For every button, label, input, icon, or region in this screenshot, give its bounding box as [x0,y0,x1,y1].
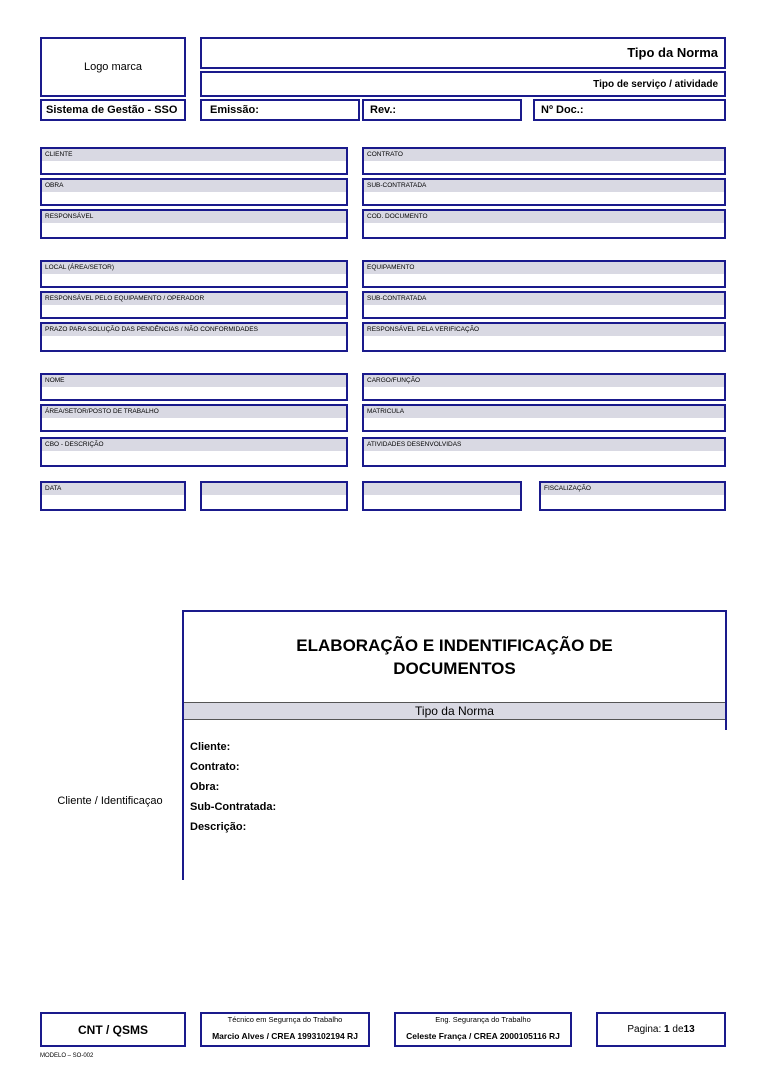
field-atividades[interactable] [362,437,726,467]
service-type-box [200,71,726,97]
footer-model: MODELO – SO-002 [40,1053,94,1059]
system-box [40,99,186,121]
footer-tech-title: Técnico em Segurnça do Trabalho [227,1015,343,1024]
field-obra-label: OBRA [42,180,346,192]
page-total: 13 [683,1024,695,1035]
field-nome-label: NOME [42,375,346,387]
system-label: Sistema de Gestão - SSO [46,104,178,116]
footer-eng-title: Eng. Segurança do Trabalho [435,1015,531,1024]
footer-org-box [40,1012,186,1047]
cover-side-label: Cliente / Identificaçao [57,795,163,807]
field-matricula-label: MATRICULA [364,406,724,418]
page-prefix: Pagina: [627,1024,662,1035]
norm-type-box [200,37,726,69]
field-cliente-label: CLIENTE [42,149,346,161]
cover-title [184,634,725,680]
field-contrato[interactable] [362,147,726,175]
footer-page [598,1024,724,1035]
field-area-posto[interactable] [40,404,348,432]
field-prazo[interactable] [40,322,348,352]
cover-descricao: Descrição: [190,821,247,833]
field-cargo[interactable] [362,373,726,401]
field-obra[interactable] [40,178,348,206]
cover-norm-type: Tipo da Norma [415,704,494,718]
footer-eng-box [394,1012,572,1047]
field-equipamento[interactable] [362,260,726,288]
field-prazo-label: PRAZO PARA SOLUÇÃO DAS PENDÊNCIAS / NÃO CONFORMIDADES [42,324,346,336]
field-data-2[interactable] [200,481,348,511]
field-data-3-label [364,483,520,495]
footer-page-box [596,1012,726,1047]
field-data[interactable] [40,481,186,511]
field-resp-verificacao-label: RESPONSÁVEL PELA VERIFICAÇÃO [364,324,724,336]
cover-cliente: Cliente: [190,741,231,753]
field-resp-verificacao[interactable] [362,322,726,352]
field-cliente[interactable] [40,147,348,175]
revision-label: Rev.: [370,104,397,116]
service-type-text: Tipo de serviço / atividade [593,79,718,90]
field-subcontratada-2-label: SUB-CONTRATADA [364,293,724,305]
field-cod-documento-label: COD. DOCUMENTO [364,211,724,223]
norm-type-title: Tipo da Norma [627,45,718,60]
logo-text: Logo marca [83,61,143,73]
field-cargo-label: CARGO/FUNÇÃO [364,375,724,387]
field-subcontratada-2[interactable] [362,291,726,319]
field-equipamento-label: EQUIPAMENTO [364,262,724,274]
field-cod-documento[interactable] [362,209,726,239]
cover-right-border [725,612,727,730]
cover-norm-type-bar [184,702,725,720]
field-matricula[interactable] [362,404,726,432]
field-subcontratada-1[interactable] [362,178,726,206]
field-atividades-label: ATIVIDADES DESENVOLVIDAS [364,439,724,451]
emission-box [200,99,360,121]
footer-tech-name: Marcio Alves / CREA 1993102194 RJ [212,1031,358,1041]
footer-eng-name: Celeste França / CREA 2000105116 RJ [406,1031,560,1041]
footer-tech-box [200,1012,370,1047]
revision-box [362,99,522,121]
field-data-3[interactable] [362,481,522,511]
footer-org: CNT / QSMS [77,1023,148,1037]
emission-label: Emissão: [210,104,259,116]
cover-title-line1: ELABORAÇÃO E INDENTIFICAÇÃO DE [296,636,613,655]
field-responsavel[interactable] [40,209,348,239]
doc-number-label: Nº Doc.: [541,104,584,116]
cover-contrato: Contrato: [190,761,240,773]
field-nome[interactable] [40,373,348,401]
field-resp-equipamento-label: RESPONSÁVEL PELO EQUIPAMENTO / OPERADOR [42,293,346,305]
field-local[interactable] [40,260,348,288]
field-data-2-label [202,483,346,495]
cover-subcontratada: Sub-Contratada: [190,801,277,813]
field-cbo[interactable] [40,437,348,467]
cover-info-list [190,737,276,837]
field-fiscalizacao[interactable] [539,481,726,511]
page-of: de [672,1024,684,1035]
cover-obra: Obra: [190,781,220,793]
field-cbo-label: CBO - DESCRIÇÃO [42,439,346,451]
field-local-label: LOCAL (ÁREA/SETOR) [42,262,346,274]
cover-top-border [182,610,727,612]
field-subcontratada-1-label: SUB-CONTRATADA [364,180,724,192]
field-contrato-label: CONTRATO [364,149,724,161]
field-fiscalizacao-label: FISCALIZAÇÃO [541,483,724,495]
cover-title-line2: DOCUMENTOS [393,659,516,678]
field-resp-equipamento[interactable] [40,291,348,319]
logo-box [40,37,186,97]
field-area-posto-label: ÁREA/SETOR/POSTO DE TRABALHO [42,406,346,418]
field-data-label: DATA [42,483,184,495]
doc-number-box [533,99,726,121]
field-responsavel-label: RESPONSÁVEL [42,211,346,223]
page-current: 1 [664,1024,670,1035]
